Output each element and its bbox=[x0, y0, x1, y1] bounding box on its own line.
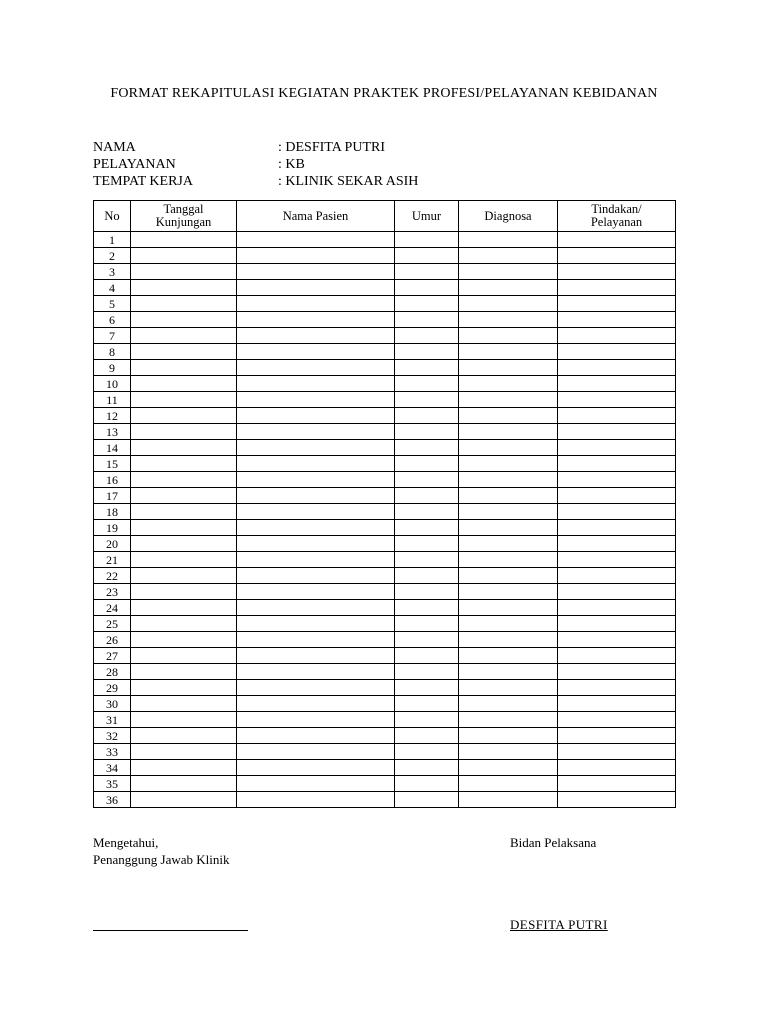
umur-cell bbox=[395, 712, 459, 728]
umur-cell bbox=[395, 232, 459, 248]
nama-pasien-cell bbox=[237, 328, 395, 344]
table-row bbox=[94, 440, 676, 456]
tindakan-pelayanan-cell bbox=[558, 680, 676, 696]
tindakan-pelayanan-cell bbox=[558, 616, 676, 632]
row-number: 26 bbox=[94, 632, 131, 648]
nama-pasien-cell bbox=[237, 264, 395, 280]
tanggal-kunjungan-cell bbox=[131, 648, 237, 664]
header-nama-pasien: Nama Pasien bbox=[237, 201, 395, 232]
tanggal-kunjungan-cell bbox=[131, 664, 237, 680]
table-row bbox=[94, 232, 676, 248]
nama-pasien-cell bbox=[237, 472, 395, 488]
table-row bbox=[94, 488, 676, 504]
row-number: 25 bbox=[94, 616, 131, 632]
header-tindakan-line2: Pelayanan bbox=[590, 215, 643, 229]
diagnosa-cell bbox=[459, 408, 558, 424]
umur-cell bbox=[395, 760, 459, 776]
nama-pasien-cell bbox=[237, 520, 395, 536]
row-number: 32 bbox=[94, 728, 131, 744]
row-number: 3 bbox=[94, 264, 131, 280]
diagnosa-cell bbox=[459, 424, 558, 440]
tindakan-pelayanan-cell bbox=[558, 472, 676, 488]
tindakan-pelayanan-cell bbox=[558, 744, 676, 760]
row-number: 17 bbox=[94, 488, 131, 504]
tanggal-kunjungan-cell bbox=[131, 792, 237, 808]
table-row bbox=[94, 632, 676, 648]
tanggal-kunjungan-cell bbox=[131, 568, 237, 584]
row-number: 33 bbox=[94, 744, 131, 760]
nama-pasien-cell bbox=[237, 552, 395, 568]
table-row bbox=[94, 536, 676, 552]
tanggal-kunjungan-cell bbox=[131, 680, 237, 696]
diagnosa-cell bbox=[459, 296, 558, 312]
tindakan-pelayanan-cell bbox=[558, 296, 676, 312]
signature-left bbox=[93, 834, 229, 868]
umur-cell bbox=[395, 520, 459, 536]
tanggal-kunjungan-cell bbox=[131, 552, 237, 568]
table-row bbox=[94, 280, 676, 296]
row-number: 36 bbox=[94, 792, 131, 808]
info-row-tempat-kerja bbox=[93, 173, 418, 190]
tanggal-kunjungan-cell bbox=[131, 392, 237, 408]
nama-pasien-cell bbox=[237, 600, 395, 616]
tindakan-pelayanan-cell bbox=[558, 520, 676, 536]
signature-blank-line bbox=[93, 930, 248, 931]
header-tindakan-line1: Tindakan/ bbox=[591, 202, 642, 216]
diagnosa-cell bbox=[459, 264, 558, 280]
row-number: 12 bbox=[94, 408, 131, 424]
info-value: : KLINIK SEKAR ASIH bbox=[278, 174, 419, 189]
row-number: 19 bbox=[94, 520, 131, 536]
umur-cell bbox=[395, 312, 459, 328]
tindakan-pelayanan-cell bbox=[558, 712, 676, 728]
row-number: 27 bbox=[94, 648, 131, 664]
row-number: 16 bbox=[94, 472, 131, 488]
tindakan-pelayanan-cell bbox=[558, 728, 676, 744]
tanggal-kunjungan-cell bbox=[131, 360, 237, 376]
umur-cell bbox=[395, 744, 459, 760]
diagnosa-cell bbox=[459, 776, 558, 792]
tanggal-kunjungan-cell bbox=[131, 264, 237, 280]
table-row bbox=[94, 328, 676, 344]
row-number: 21 bbox=[94, 552, 131, 568]
umur-cell bbox=[395, 456, 459, 472]
tindakan-pelayanan-cell bbox=[558, 344, 676, 360]
table-row bbox=[94, 616, 676, 632]
row-number: 15 bbox=[94, 456, 131, 472]
tindakan-pelayanan-cell bbox=[558, 632, 676, 648]
nama-pasien-cell bbox=[237, 536, 395, 552]
signature-right-title: Bidan Pelaksana bbox=[510, 835, 597, 850]
row-number: 18 bbox=[94, 504, 131, 520]
tanggal-kunjungan-cell bbox=[131, 712, 237, 728]
nama-pasien-cell bbox=[237, 648, 395, 664]
row-number: 30 bbox=[94, 696, 131, 712]
nama-pasien-cell bbox=[237, 504, 395, 520]
diagnosa-cell bbox=[459, 456, 558, 472]
nama-pasien-cell bbox=[237, 312, 395, 328]
signature-mengetahui: Mengetahui, bbox=[93, 835, 159, 850]
umur-cell bbox=[395, 728, 459, 744]
header-tanggal-kunjungan bbox=[131, 201, 237, 232]
tanggal-kunjungan-cell bbox=[131, 296, 237, 312]
umur-cell bbox=[395, 776, 459, 792]
diagnosa-cell bbox=[459, 440, 558, 456]
table-row bbox=[94, 552, 676, 568]
tindakan-pelayanan-cell bbox=[558, 360, 676, 376]
row-number: 29 bbox=[94, 680, 131, 696]
row-number: 14 bbox=[94, 440, 131, 456]
diagnosa-cell bbox=[459, 728, 558, 744]
tanggal-kunjungan-cell bbox=[131, 376, 237, 392]
nama-pasien-cell bbox=[237, 440, 395, 456]
diagnosa-cell bbox=[459, 392, 558, 408]
umur-cell bbox=[395, 360, 459, 376]
diagnosa-cell bbox=[459, 648, 558, 664]
tanggal-kunjungan-cell bbox=[131, 504, 237, 520]
signature-penanggung-jawab: Penanggung Jawab Klinik bbox=[93, 852, 230, 867]
nama-pasien-cell bbox=[237, 296, 395, 312]
tindakan-pelayanan-cell bbox=[558, 376, 676, 392]
nama-pasien-cell bbox=[237, 616, 395, 632]
table-row bbox=[94, 712, 676, 728]
row-number: 8 bbox=[94, 344, 131, 360]
umur-cell bbox=[395, 328, 459, 344]
row-number: 1 bbox=[94, 232, 131, 248]
table-row bbox=[94, 600, 676, 616]
tanggal-kunjungan-cell bbox=[131, 440, 237, 456]
info-label: TEMPAT KERJA bbox=[93, 174, 193, 189]
row-number: 11 bbox=[94, 392, 131, 408]
table-row bbox=[94, 680, 676, 696]
nama-pasien-cell bbox=[237, 632, 395, 648]
info-block bbox=[93, 139, 418, 190]
table-header-row bbox=[94, 201, 676, 232]
table-row bbox=[94, 344, 676, 360]
tindakan-pelayanan-cell bbox=[558, 760, 676, 776]
umur-cell bbox=[395, 392, 459, 408]
diagnosa-cell bbox=[459, 664, 558, 680]
diagnosa-cell bbox=[459, 696, 558, 712]
diagnosa-cell bbox=[459, 360, 558, 376]
tindakan-pelayanan-cell bbox=[558, 792, 676, 808]
umur-cell bbox=[395, 792, 459, 808]
tindakan-pelayanan-cell bbox=[558, 424, 676, 440]
tindakan-pelayanan-cell bbox=[558, 488, 676, 504]
diagnosa-cell bbox=[459, 232, 558, 248]
diagnosa-cell bbox=[459, 584, 558, 600]
tanggal-kunjungan-cell bbox=[131, 472, 237, 488]
umur-cell bbox=[395, 536, 459, 552]
umur-cell bbox=[395, 552, 459, 568]
table-row bbox=[94, 792, 676, 808]
tindakan-pelayanan-cell bbox=[558, 584, 676, 600]
diagnosa-cell bbox=[459, 568, 558, 584]
info-label: NAMA bbox=[93, 140, 136, 155]
tanggal-kunjungan-cell bbox=[131, 344, 237, 360]
diagnosa-cell bbox=[459, 552, 558, 568]
header-diagnosa: Diagnosa bbox=[459, 201, 558, 232]
tindakan-pelayanan-cell bbox=[558, 600, 676, 616]
row-number: 22 bbox=[94, 568, 131, 584]
nama-pasien-cell bbox=[237, 744, 395, 760]
nama-pasien-cell bbox=[237, 248, 395, 264]
info-label: PELAYANAN bbox=[93, 157, 176, 172]
document-title: FORMAT REKAPITULASI KEGIATAN PRAKTEK PROFESI/PELAYANAN KEBIDANAN bbox=[110, 86, 658, 101]
tindakan-pelayanan-cell bbox=[558, 408, 676, 424]
nama-pasien-cell bbox=[237, 664, 395, 680]
umur-cell bbox=[395, 616, 459, 632]
tindakan-pelayanan-cell bbox=[558, 440, 676, 456]
nama-pasien-cell bbox=[237, 568, 395, 584]
nama-pasien-cell bbox=[237, 376, 395, 392]
table-row bbox=[94, 584, 676, 600]
header-tindakan-pelayanan bbox=[558, 201, 676, 232]
row-number: 10 bbox=[94, 376, 131, 392]
tanggal-kunjungan-cell bbox=[131, 776, 237, 792]
tindakan-pelayanan-cell bbox=[558, 536, 676, 552]
tindakan-pelayanan-cell bbox=[558, 696, 676, 712]
table-row bbox=[94, 728, 676, 744]
row-number: 20 bbox=[94, 536, 131, 552]
table-row bbox=[94, 408, 676, 424]
umur-cell bbox=[395, 568, 459, 584]
tindakan-pelayanan-cell bbox=[558, 648, 676, 664]
tindakan-pelayanan-cell bbox=[558, 392, 676, 408]
table-row bbox=[94, 456, 676, 472]
tanggal-kunjungan-cell bbox=[131, 616, 237, 632]
table-row bbox=[94, 696, 676, 712]
tanggal-kunjungan-cell bbox=[131, 760, 237, 776]
row-number: 34 bbox=[94, 760, 131, 776]
table-row bbox=[94, 776, 676, 792]
nama-pasien-cell bbox=[237, 360, 395, 376]
table-body bbox=[94, 232, 676, 808]
header-no: No bbox=[94, 201, 131, 232]
diagnosa-cell bbox=[459, 328, 558, 344]
diagnosa-cell bbox=[459, 344, 558, 360]
signature-right-name: DESFITA PUTRI bbox=[510, 917, 608, 932]
table-row bbox=[94, 504, 676, 520]
tanggal-kunjungan-cell bbox=[131, 696, 237, 712]
nama-pasien-cell bbox=[237, 408, 395, 424]
row-number: 9 bbox=[94, 360, 131, 376]
diagnosa-cell bbox=[459, 792, 558, 808]
umur-cell bbox=[395, 440, 459, 456]
tanggal-kunjungan-cell bbox=[131, 520, 237, 536]
tanggal-kunjungan-cell bbox=[131, 488, 237, 504]
row-number: 6 bbox=[94, 312, 131, 328]
nama-pasien-cell bbox=[237, 232, 395, 248]
table-row bbox=[94, 664, 676, 680]
diagnosa-cell bbox=[459, 536, 558, 552]
row-number: 7 bbox=[94, 328, 131, 344]
umur-cell bbox=[395, 680, 459, 696]
row-number: 24 bbox=[94, 600, 131, 616]
table-row bbox=[94, 568, 676, 584]
info-value: : KB bbox=[278, 157, 305, 172]
tindakan-pelayanan-cell bbox=[558, 312, 676, 328]
umur-cell bbox=[395, 632, 459, 648]
tanggal-kunjungan-cell bbox=[131, 728, 237, 744]
diagnosa-cell bbox=[459, 760, 558, 776]
tanggal-kunjungan-cell bbox=[131, 600, 237, 616]
diagnosa-cell bbox=[459, 504, 558, 520]
tindakan-pelayanan-cell bbox=[558, 776, 676, 792]
diagnosa-cell bbox=[459, 312, 558, 328]
row-number: 13 bbox=[94, 424, 131, 440]
umur-cell bbox=[395, 424, 459, 440]
diagnosa-cell bbox=[459, 248, 558, 264]
table-row bbox=[94, 744, 676, 760]
table-row bbox=[94, 376, 676, 392]
diagnosa-cell bbox=[459, 600, 558, 616]
umur-cell bbox=[395, 376, 459, 392]
tanggal-kunjungan-cell bbox=[131, 280, 237, 296]
header-umur: Umur bbox=[395, 201, 459, 232]
tindakan-pelayanan-cell bbox=[558, 264, 676, 280]
umur-cell bbox=[395, 248, 459, 264]
nama-pasien-cell bbox=[237, 792, 395, 808]
tanggal-kunjungan-cell bbox=[131, 536, 237, 552]
nama-pasien-cell bbox=[237, 680, 395, 696]
umur-cell bbox=[395, 488, 459, 504]
info-row-pelayanan bbox=[93, 156, 418, 173]
tindakan-pelayanan-cell bbox=[558, 664, 676, 680]
nama-pasien-cell bbox=[237, 776, 395, 792]
rekap-table bbox=[93, 200, 676, 808]
diagnosa-cell bbox=[459, 280, 558, 296]
tindakan-pelayanan-cell bbox=[558, 568, 676, 584]
tanggal-kunjungan-cell bbox=[131, 328, 237, 344]
table-row bbox=[94, 472, 676, 488]
umur-cell bbox=[395, 648, 459, 664]
row-number: 28 bbox=[94, 664, 131, 680]
table-row bbox=[94, 248, 676, 264]
tindakan-pelayanan-cell bbox=[558, 456, 676, 472]
nama-pasien-cell bbox=[237, 584, 395, 600]
nama-pasien-cell bbox=[237, 488, 395, 504]
row-number: 4 bbox=[94, 280, 131, 296]
row-number: 35 bbox=[94, 776, 131, 792]
diagnosa-cell bbox=[459, 712, 558, 728]
tanggal-kunjungan-cell bbox=[131, 232, 237, 248]
nama-pasien-cell bbox=[237, 280, 395, 296]
info-row-nama bbox=[93, 139, 418, 156]
table-row bbox=[94, 648, 676, 664]
diagnosa-cell bbox=[459, 744, 558, 760]
row-number: 31 bbox=[94, 712, 131, 728]
nama-pasien-cell bbox=[237, 424, 395, 440]
tanggal-kunjungan-cell bbox=[131, 312, 237, 328]
diagnosa-cell bbox=[459, 472, 558, 488]
tindakan-pelayanan-cell bbox=[558, 232, 676, 248]
umur-cell bbox=[395, 696, 459, 712]
tindakan-pelayanan-cell bbox=[558, 280, 676, 296]
tindakan-pelayanan-cell bbox=[558, 328, 676, 344]
tindakan-pelayanan-cell bbox=[558, 248, 676, 264]
table-row bbox=[94, 264, 676, 280]
table-row bbox=[94, 392, 676, 408]
tanggal-kunjungan-cell bbox=[131, 408, 237, 424]
umur-cell bbox=[395, 296, 459, 312]
umur-cell bbox=[395, 504, 459, 520]
tindakan-pelayanan-cell bbox=[558, 504, 676, 520]
table-row bbox=[94, 760, 676, 776]
tanggal-kunjungan-cell bbox=[131, 456, 237, 472]
tindakan-pelayanan-cell bbox=[558, 552, 676, 568]
tanggal-kunjungan-cell bbox=[131, 632, 237, 648]
table-row bbox=[94, 520, 676, 536]
tanggal-kunjungan-cell bbox=[131, 424, 237, 440]
umur-cell bbox=[395, 344, 459, 360]
nama-pasien-cell bbox=[237, 728, 395, 744]
nama-pasien-cell bbox=[237, 344, 395, 360]
diagnosa-cell bbox=[459, 376, 558, 392]
table-row bbox=[94, 296, 676, 312]
row-number: 2 bbox=[94, 248, 131, 264]
table-row bbox=[94, 424, 676, 440]
nama-pasien-cell bbox=[237, 712, 395, 728]
umur-cell bbox=[395, 472, 459, 488]
umur-cell bbox=[395, 600, 459, 616]
tanggal-kunjungan-cell bbox=[131, 744, 237, 760]
nama-pasien-cell bbox=[237, 696, 395, 712]
nama-pasien-cell bbox=[237, 456, 395, 472]
tanggal-kunjungan-cell bbox=[131, 584, 237, 600]
nama-pasien-cell bbox=[237, 760, 395, 776]
diagnosa-cell bbox=[459, 520, 558, 536]
table-row bbox=[94, 360, 676, 376]
header-tanggal-line2: Kunjungan bbox=[155, 215, 212, 229]
nama-pasien-cell bbox=[237, 392, 395, 408]
table-row bbox=[94, 312, 676, 328]
info-value: : DESFITA PUTRI bbox=[278, 140, 386, 155]
diagnosa-cell bbox=[459, 488, 558, 504]
umur-cell bbox=[395, 584, 459, 600]
tanggal-kunjungan-cell bbox=[131, 248, 237, 264]
header-tanggal-line1: Tanggal bbox=[163, 202, 204, 216]
diagnosa-cell bbox=[459, 616, 558, 632]
umur-cell bbox=[395, 408, 459, 424]
diagnosa-cell bbox=[459, 632, 558, 648]
row-number: 5 bbox=[94, 296, 131, 312]
diagnosa-cell bbox=[459, 680, 558, 696]
umur-cell bbox=[395, 264, 459, 280]
umur-cell bbox=[395, 664, 459, 680]
umur-cell bbox=[395, 280, 459, 296]
row-number: 23 bbox=[94, 584, 131, 600]
